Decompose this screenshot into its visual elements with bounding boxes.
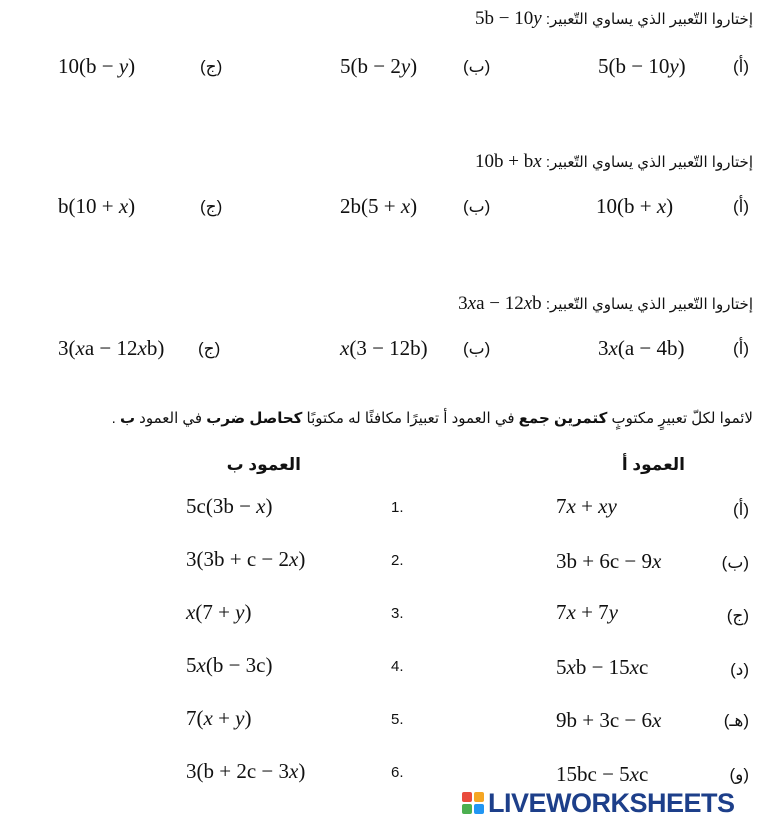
- column-b-expr[interactable]: 3(b + 2c − 3x): [186, 759, 306, 783]
- column-b-expr[interactable]: 7(x + y): [186, 706, 252, 730]
- instruction-part: في العمود: [135, 410, 207, 427]
- logo-square: [474, 792, 484, 802]
- column-a-label: (ب): [721, 553, 749, 572]
- logo-square: [462, 792, 472, 802]
- q2-option-c-label[interactable]: (ج): [200, 197, 223, 216]
- q1-option-a-label[interactable]: (أ): [732, 57, 749, 76]
- column-b-expr[interactable]: 3(3b + c − 2x): [186, 547, 306, 571]
- instruction-part: في العمود أ تعبيرًا مكافئًا له مكتوبًا: [302, 410, 519, 427]
- matching-instruction: [112, 409, 753, 427]
- q3-option-a-expr[interactable]: 3x(a − 4b): [598, 336, 685, 360]
- column-a-expr[interactable]: 7x + 7y: [556, 600, 618, 624]
- q2-option-b-expr[interactable]: 2b(5 + x): [340, 194, 418, 218]
- instruction-bold-sum: كتمرين جمع: [518, 410, 608, 427]
- column-b-number: .5: [391, 711, 404, 728]
- q1-option-c-label[interactable]: (ج): [200, 57, 223, 76]
- q1-option-b-expr[interactable]: 5(b − 2y): [340, 54, 418, 78]
- q3-option-a-label[interactable]: (أ): [732, 339, 749, 358]
- question-2-prompt: [475, 151, 753, 173]
- q2-option-a-label[interactable]: (أ): [732, 197, 749, 216]
- q3-option-c-label[interactable]: (ج): [198, 339, 221, 358]
- instruction-bold-product: كحاصل ضرب: [206, 410, 303, 427]
- column-b-expr[interactable]: 5x(b − 3c): [186, 653, 273, 677]
- column-b-expr[interactable]: x(7 + y): [186, 600, 252, 624]
- logo-square: [474, 804, 484, 814]
- column-a-label: (ج): [726, 606, 749, 625]
- question-prompt-text: إختاروا التّعبير الذي يساوي التّعبير:: [545, 296, 753, 313]
- q2-option-c-expr[interactable]: b(10 + x): [58, 194, 136, 218]
- column-b-number: .2: [391, 552, 404, 569]
- column-a-expr[interactable]: 5xb − 15xc: [556, 655, 649, 679]
- logo-text: LIVEWORKSHEETS: [488, 788, 735, 818]
- column-a-label: (و): [729, 765, 749, 784]
- column-a-header: العمود أ: [621, 455, 685, 474]
- liveworksheets-logo: [462, 790, 735, 816]
- column-b-number: .1: [391, 499, 404, 516]
- column-b-number: .6: [391, 764, 404, 781]
- logo-grid-icon: [462, 792, 484, 814]
- instruction-bold-column: ب: [119, 410, 136, 427]
- q2-option-a-expr[interactable]: 10(b + x): [596, 194, 674, 218]
- column-a-expr[interactable]: 7x + xy: [556, 494, 617, 518]
- column-b-number: .4: [391, 658, 404, 675]
- question-expression: 3xa − 12xb: [458, 293, 542, 314]
- column-a-expr[interactable]: 3b + 6c − 9x: [556, 549, 662, 573]
- instruction-part: لائموا لكلّ تعبيرٍ مكتوبٍ: [607, 410, 753, 427]
- q1-option-b-label[interactable]: (ب): [463, 57, 491, 76]
- column-a-expr[interactable]: 15bc − 5xc: [556, 762, 649, 786]
- question-expression: 10b + bx: [475, 151, 542, 172]
- q1-option-c-expr[interactable]: 10(b − y): [58, 54, 136, 78]
- question-prompt-text: إختاروا التّعبير الذي يساوي التّعبير:: [545, 154, 753, 171]
- q2-option-b-label[interactable]: (ب): [463, 197, 491, 216]
- column-b-header: العمود ب: [226, 455, 301, 474]
- column-b-number: .3: [391, 605, 404, 622]
- column-a-label: (أ): [732, 500, 749, 519]
- question-1-prompt: [475, 8, 753, 30]
- question-expression: 5b − 10y: [475, 8, 542, 29]
- logo-square: [462, 804, 472, 814]
- instruction-part: .: [111, 410, 120, 427]
- question-prompt-text: إختاروا التّعبير الذي يساوي التّعبير:: [545, 11, 753, 28]
- q3-option-b-label[interactable]: (ب): [463, 339, 491, 358]
- q3-option-b-expr[interactable]: x(3 − 12b): [340, 336, 428, 360]
- q3-option-c-expr[interactable]: 3(xa − 12xb): [58, 336, 165, 360]
- column-b-expr[interactable]: 5c(3b − x): [186, 494, 273, 518]
- column-a-expr[interactable]: 9b + 3c − 6x: [556, 708, 662, 732]
- column-a-label: (د): [730, 660, 749, 679]
- column-a-label: (هـ): [723, 711, 749, 730]
- question-3-prompt: [458, 293, 753, 315]
- q1-option-a-expr[interactable]: 5(b − 10y): [598, 54, 686, 78]
